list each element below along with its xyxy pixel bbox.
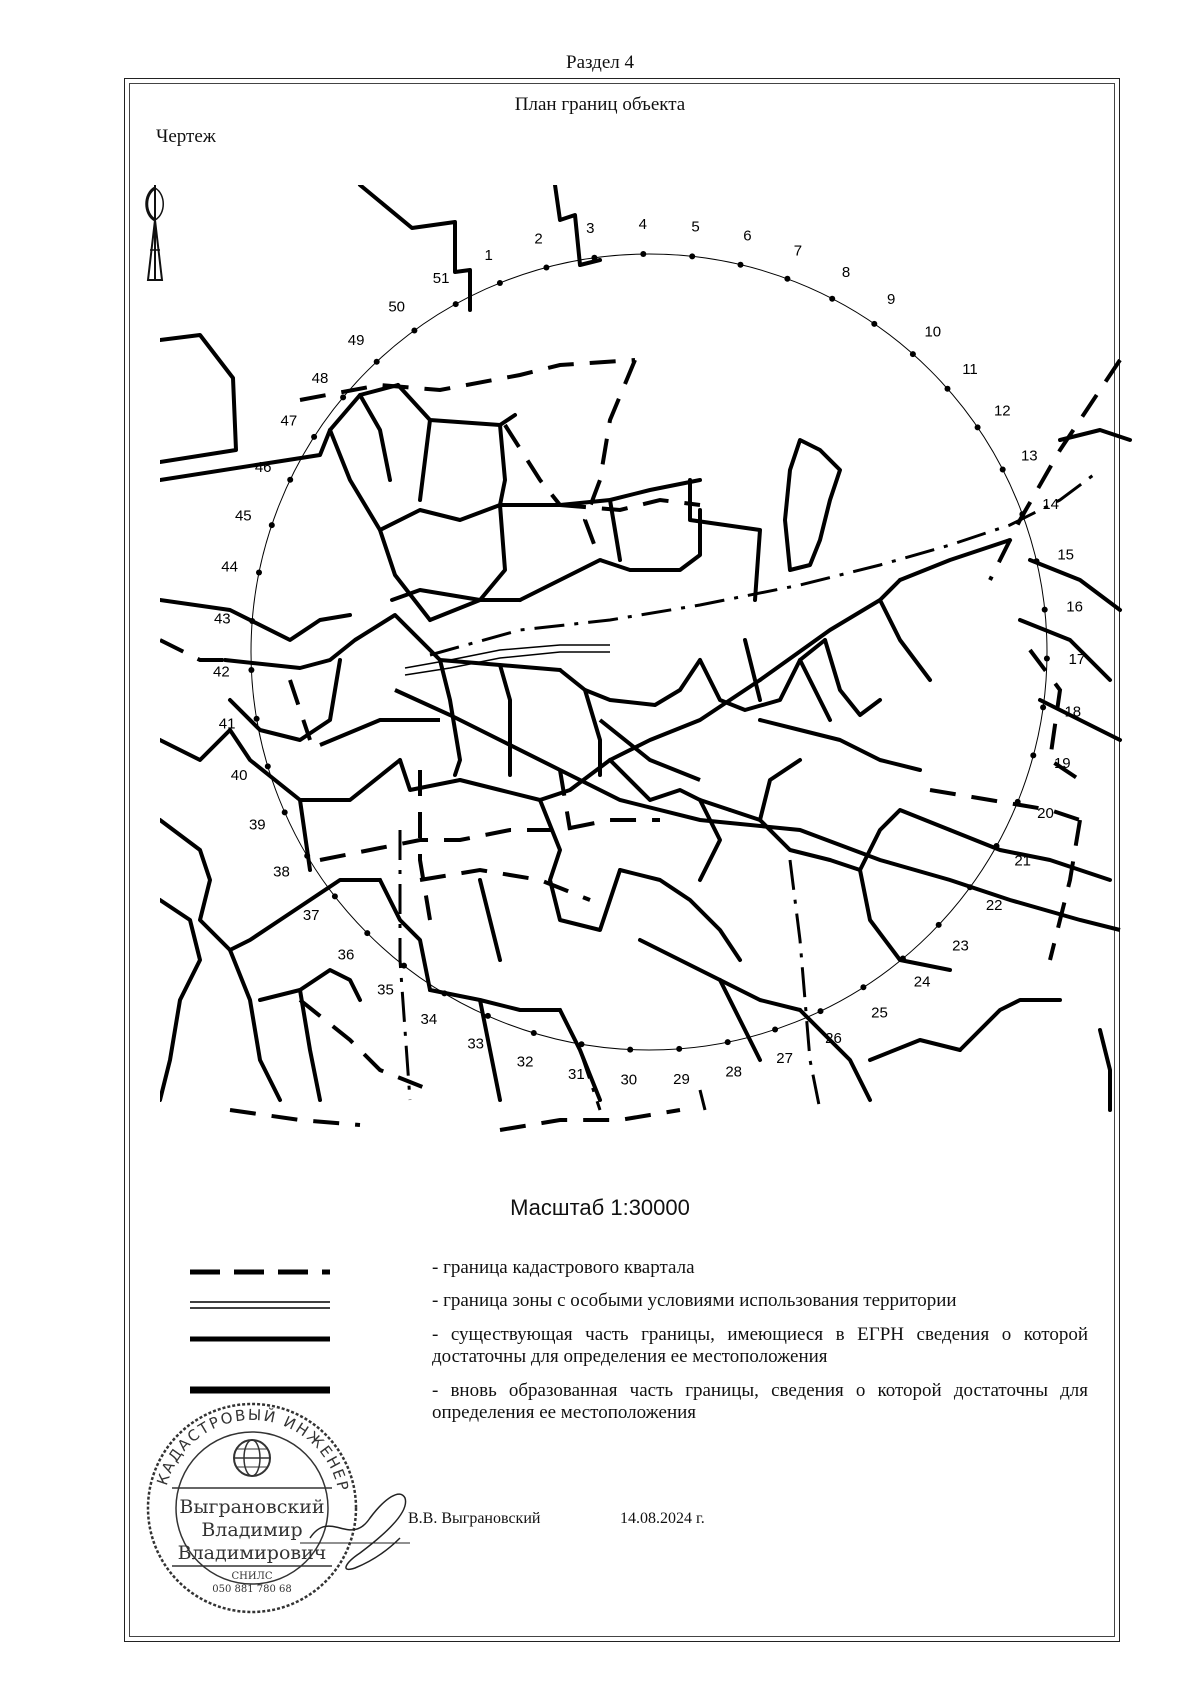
- vertex-point: [248, 667, 254, 673]
- signer-name: В.В. Выграновский: [408, 1510, 541, 1527]
- scale-label: Масштаб 1:30000: [510, 1195, 690, 1220]
- vertex-label: 12: [993, 402, 1011, 420]
- vertex-label: 19: [1053, 755, 1071, 773]
- vertex-point: [936, 922, 942, 928]
- vertex-label: 24: [913, 973, 931, 991]
- vertex-point: [531, 1030, 537, 1036]
- vertex-point: [689, 253, 695, 259]
- vertex-point: [1000, 467, 1006, 473]
- vertex-point: [254, 716, 260, 722]
- stamp-snils: 050 881 780 68: [212, 1584, 292, 1595]
- vertex-point: [374, 359, 380, 365]
- object-boundary-circle: [248, 254, 1047, 1053]
- vertex-point: [1019, 511, 1025, 517]
- vertex-label: 49: [347, 331, 365, 349]
- stamp-line-2: Владимир: [201, 1519, 303, 1541]
- vertex-point: [829, 296, 835, 302]
- vertex-label: 20: [1037, 805, 1054, 823]
- vertex-label: 48: [311, 370, 329, 388]
- vertex-label: 8: [841, 264, 851, 282]
- vertex-label: 33: [467, 1035, 485, 1053]
- boundary-plan-map: [160, 185, 1140, 1165]
- vertex-label: 44: [221, 558, 238, 576]
- vertex-label: 1: [484, 247, 493, 265]
- vertex-label: 13: [1020, 447, 1038, 465]
- vertex-label: 6: [743, 227, 752, 245]
- vertex-label: 29: [673, 1070, 690, 1088]
- vertex-label: 41: [218, 715, 236, 733]
- road-lines: [320, 690, 1120, 930]
- vertex-point: [287, 477, 293, 483]
- vertex-point: [453, 301, 459, 307]
- plan-title: План границ объекта: [514, 94, 686, 115]
- vertex-point: [1044, 656, 1050, 662]
- vertex-point: [311, 434, 317, 440]
- parcel-boundaries: [160, 185, 1130, 1110]
- vertex-point: [401, 963, 407, 969]
- vertex-point: [282, 809, 288, 815]
- stamp-ring-text: КАДАСТРОВЫЙ ИНЖЕНЕР: [153, 1405, 353, 1495]
- vertex-label: 45: [234, 507, 252, 525]
- vertex-point: [256, 570, 262, 576]
- vertex-label: 22: [985, 897, 1003, 914]
- vertex-point: [265, 763, 271, 769]
- vertex-point: [591, 255, 597, 261]
- legend-text: - вновь образованная часть границы, сведения о которой достаточны для определения ее местоположения: [432, 1380, 1088, 1423]
- legend-text: - граница зоны с особыми условиями использования территории: [432, 1290, 957, 1311]
- vertex-label: 36: [337, 946, 355, 964]
- vertex-point: [543, 265, 549, 271]
- vertex-label: 35: [377, 981, 394, 999]
- stamp-line-3: Владимирович: [177, 1542, 327, 1564]
- vertex-label: 46: [254, 458, 272, 476]
- vertex-point: [1034, 558, 1040, 564]
- vertex-label: 28: [725, 1063, 743, 1081]
- vertex-points: [248, 251, 1050, 1053]
- vertex-label: 3: [586, 220, 595, 237]
- vertex-label: 7: [793, 242, 803, 260]
- vertex-label: 4: [638, 216, 647, 233]
- vertex-label: 43: [213, 610, 231, 628]
- legend-dashed-line-icon: [190, 1257, 330, 1287]
- vertex-label: 14: [1042, 496, 1059, 513]
- vertex-point: [497, 280, 503, 286]
- vertex-point: [1015, 799, 1021, 805]
- vertex-point: [945, 386, 951, 392]
- vertex-point: [1040, 704, 1046, 710]
- vertex-point: [975, 424, 981, 430]
- vertex-label: 17: [1068, 651, 1086, 668]
- vertex-label: 32: [516, 1053, 534, 1071]
- vertex-point: [269, 522, 275, 528]
- signature-date: 14.08.2024 г.: [620, 1510, 705, 1527]
- vertex-label: 37: [302, 906, 320, 924]
- vertex-point: [994, 843, 1000, 849]
- vertex-label: 10: [924, 323, 942, 341]
- vertex-label: 31: [568, 1065, 585, 1083]
- stamp-line-1: Выграновский: [179, 1496, 325, 1518]
- stamp-snils-label: СНИЛС: [231, 1571, 273, 1582]
- vertex-point: [627, 1047, 633, 1053]
- vertex-label: 11: [962, 360, 978, 378]
- vertex-point: [725, 1039, 731, 1045]
- vertex-point: [1030, 752, 1036, 758]
- vertex-point: [784, 276, 790, 282]
- vertex-label: 18: [1064, 703, 1082, 721]
- vertex-point: [340, 394, 346, 400]
- vertex-label: 26: [825, 1030, 842, 1048]
- vertex-point: [579, 1041, 585, 1047]
- zone-double-line: [405, 645, 610, 675]
- vertex-point: [640, 251, 646, 257]
- vertex-point: [860, 984, 866, 990]
- vertex-label: 47: [280, 412, 298, 430]
- vertex-label: 50: [388, 298, 406, 316]
- vertex-label: 25: [871, 1004, 888, 1022]
- section-title: Раздел 4: [566, 52, 634, 73]
- legend-text: - граница кадастрового квартала: [432, 1257, 695, 1278]
- legend-double-line-icon: [190, 1290, 330, 1320]
- vertex-point: [485, 1013, 491, 1019]
- vertex-point: [910, 351, 916, 357]
- vertex-label: 23: [952, 937, 969, 955]
- vertex-point: [772, 1027, 778, 1033]
- globe-emblem-icon: [234, 1440, 270, 1476]
- vertex-point: [871, 321, 877, 327]
- legend-solid-line-icon: [190, 1324, 330, 1354]
- vertex-label: 51: [432, 269, 450, 287]
- vertex-label: 2: [534, 230, 543, 248]
- vertex-point: [364, 930, 370, 936]
- vertex-point: [1042, 607, 1048, 613]
- vertex-label: 27: [776, 1050, 793, 1067]
- vertex-point: [304, 853, 310, 859]
- vertex-point: [738, 262, 744, 268]
- vertex-label: 16: [1066, 598, 1083, 616]
- handwritten-signature: [290, 1468, 420, 1578]
- vertex-point: [900, 956, 906, 962]
- vertex-label: 5: [691, 218, 700, 236]
- vertex-point: [332, 893, 338, 899]
- drawing-label: Чертеж: [156, 126, 216, 147]
- vertex-point: [249, 618, 255, 624]
- vertex-point: [676, 1046, 682, 1052]
- vertex-label: 9: [887, 291, 896, 309]
- vertex-point: [818, 1008, 824, 1014]
- vertex-label: 30: [620, 1071, 638, 1089]
- vertex-point: [411, 328, 417, 334]
- vertex-labels: [213, 216, 1085, 1089]
- vertex-label: 42: [213, 663, 230, 681]
- vertex-point: [441, 990, 447, 996]
- vertex-label: 39: [248, 816, 266, 834]
- legend-text: - существующая часть границы, имеющиеся в ЕГРН сведения о которой достаточны для определения ее местоположения: [432, 1324, 1088, 1367]
- vertex-label: 34: [420, 1011, 438, 1029]
- vertex-label: 15: [1057, 546, 1075, 564]
- vertex-label: 40: [230, 767, 248, 784]
- vertex-label: 38: [273, 863, 290, 881]
- vertex-point: [967, 884, 973, 890]
- vertex-label: 21: [1014, 852, 1032, 870]
